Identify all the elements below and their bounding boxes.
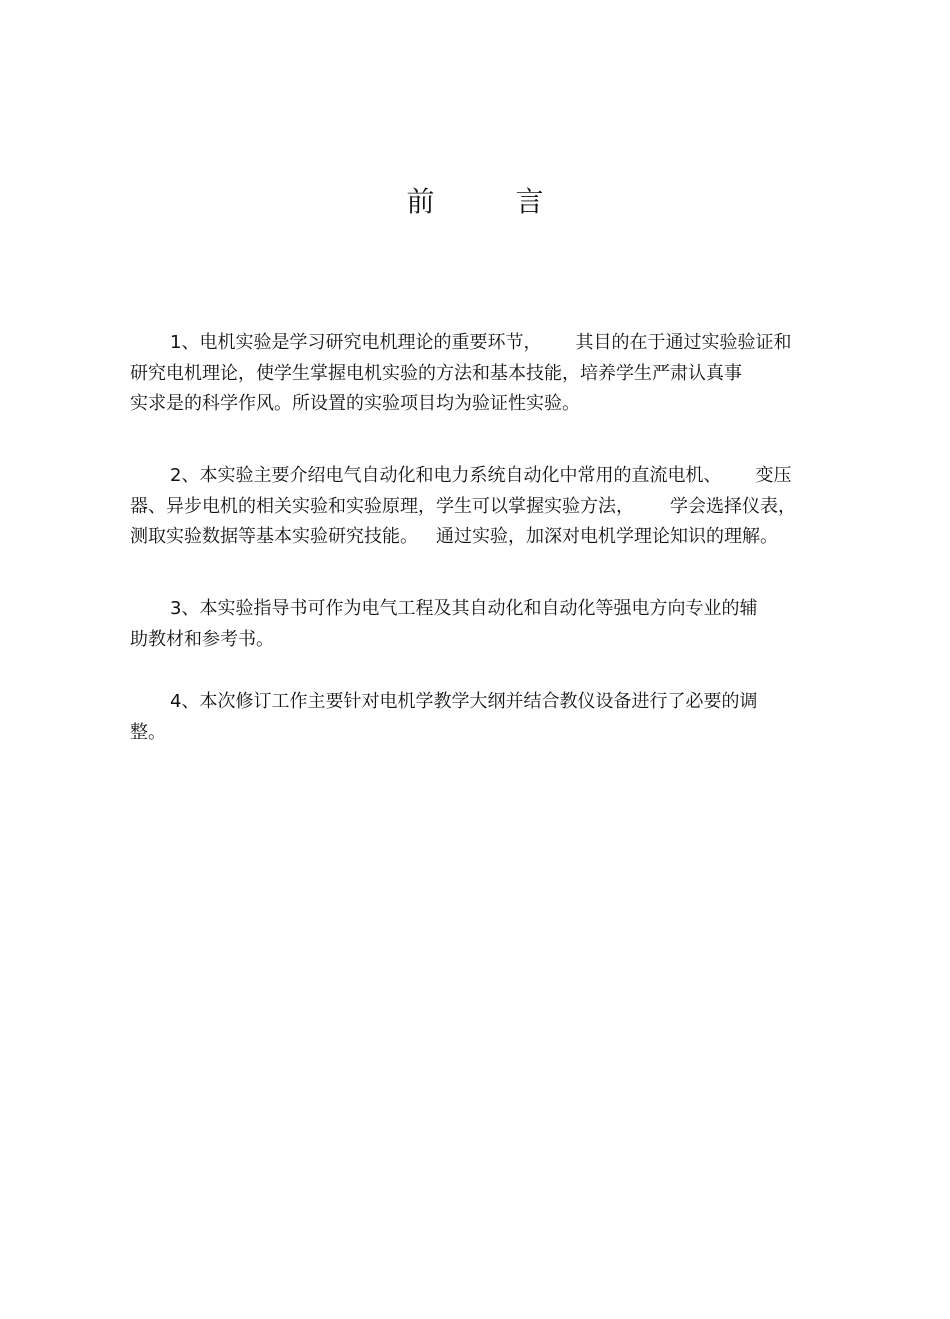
text-segment: 3、本实验指导书可作为电气工程及其自动化和自动化等强电方向专业的辅 — [170, 598, 758, 619]
text-segment: 变压 — [755, 465, 792, 486]
text-segment: 4、本次修订工作主要针对电机学教学大纲并结合教仪设备进行了必要的调 — [170, 691, 758, 712]
text-segment: 助教材和参考书。 — [130, 628, 274, 650]
text-segment: 通过实验，加深对电机学理论知识的理解。 — [436, 526, 778, 547]
page-title: 前 言 — [406, 185, 580, 218]
paragraph-line — [130, 522, 840, 553]
text-segment: 整。 — [130, 721, 166, 743]
text-segment: 研究电机理论，使学生掌握电机实验的方法和基本技能，培养学生严肃认真事 — [130, 362, 742, 384]
text-segment: 器、异步电机的相关实验和实验原理，学生可以掌握实验方法， — [130, 495, 634, 517]
paragraph-line — [130, 389, 830, 420]
paragraph-line — [130, 594, 830, 625]
text-segment: 学会选择仪表， — [670, 495, 796, 517]
paragraph-1 — [130, 328, 830, 420]
paragraph-line — [130, 492, 840, 523]
paragraph-line — [130, 625, 830, 656]
paragraph-line — [130, 359, 830, 390]
text-segment: 测取实验数据等基本实验研究技能。 — [130, 526, 418, 547]
text-segment: 其目的在于通过实验验证和 — [575, 332, 792, 353]
paragraph-line — [130, 461, 840, 492]
paragraph-line — [130, 687, 830, 718]
text-segment: 实求是的科学作风。所设置的实验项目均为验证性实验。 — [130, 393, 580, 414]
paragraph-line — [130, 328, 830, 359]
paragraph-line — [130, 718, 830, 749]
text-segment: 2、本实验主要介绍电气自动化和电力系统自动化中常用的直流电机、 — [170, 465, 722, 486]
paragraph-2 — [130, 461, 840, 553]
paragraph-4 — [130, 687, 830, 748]
paragraph-3 — [130, 594, 830, 655]
text-segment: 1、电机实验是学习研究电机理论的重要环节， — [170, 332, 542, 353]
